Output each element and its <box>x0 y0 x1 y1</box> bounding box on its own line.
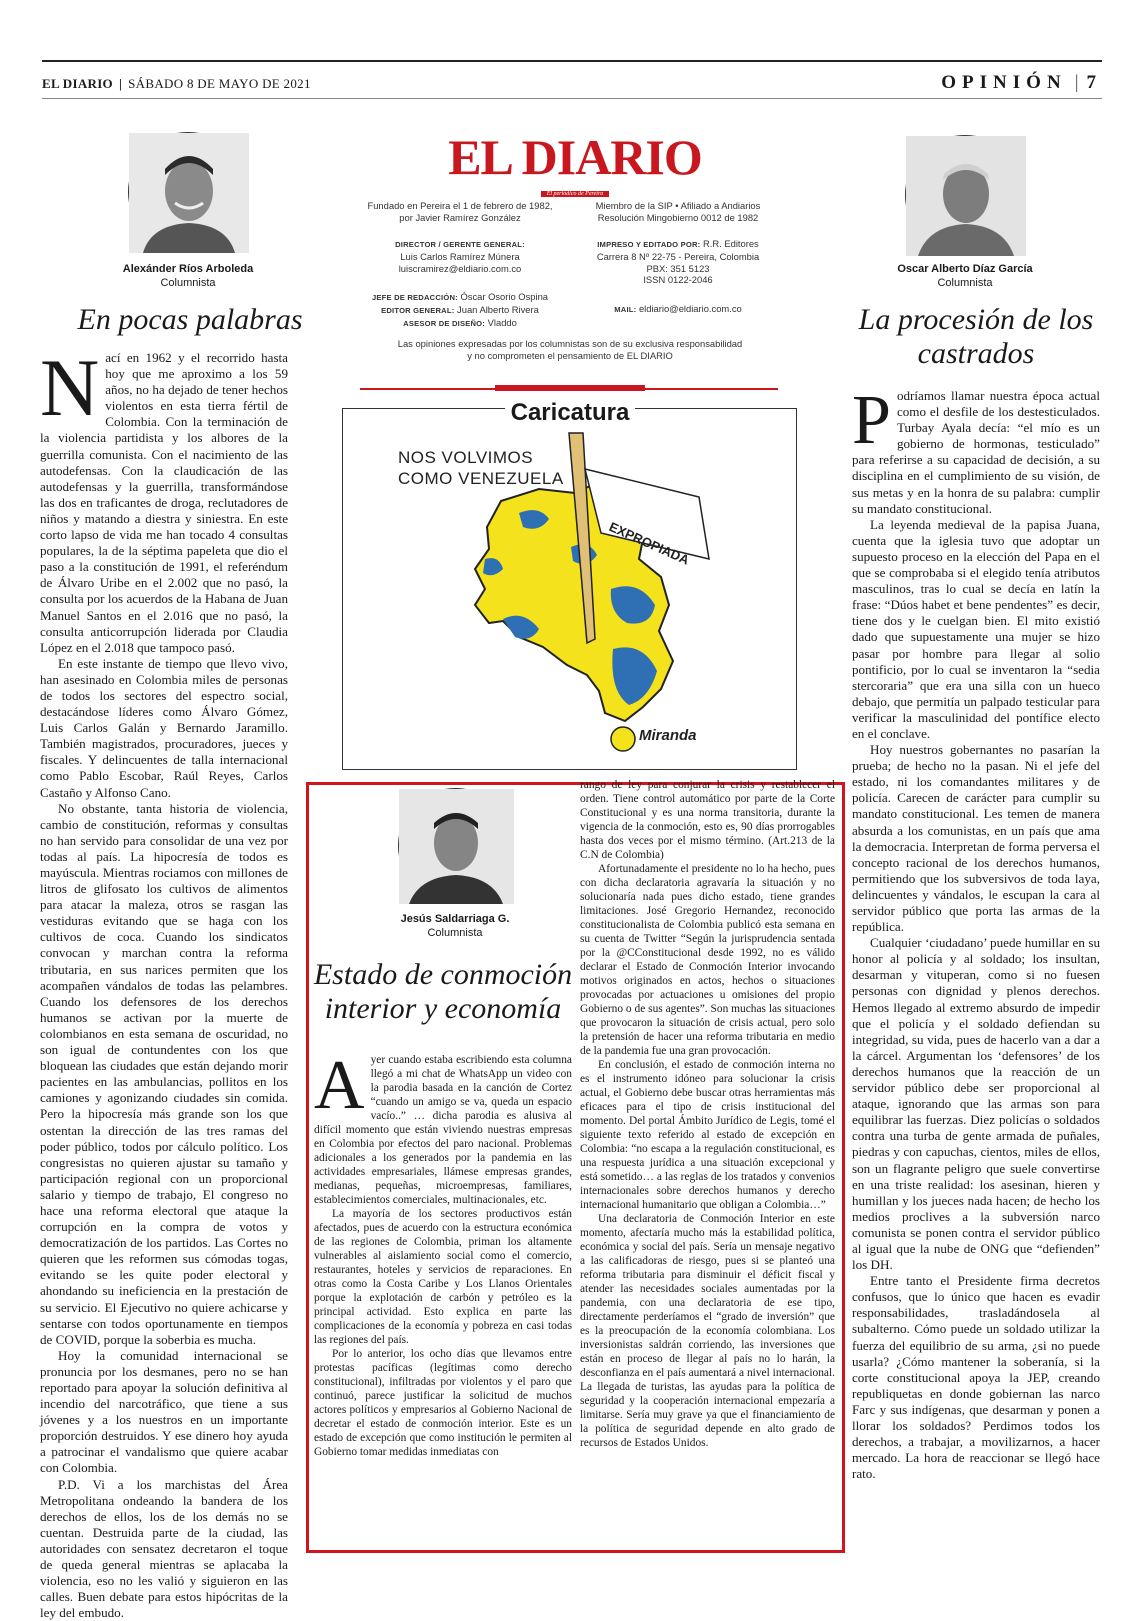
director-name: Luis Carlos Ramírez Múnera <box>400 250 520 262</box>
dropcap-right: P <box>852 382 891 459</box>
caption-line-2: COMO VENEZUELA <box>398 469 564 488</box>
lead-text-right: odríamos llamar nuestra época actual como el desfile de los destesticulados. Turbay Ayala decía: “el mío es un gobierno de hormonas, testiculado” para referirse a su capacidad de decisión, a su disciplina en el cumplimiento de su visión, de sus metas y en la honra de su palabra: cumplir su mandato constitucional. <box>852 388 1100 516</box>
logo-tagline: El periódico de Pereira <box>541 191 610 197</box>
page-number: 7 <box>1086 72 1102 93</box>
printer-name: R.R. Editores <box>703 238 759 249</box>
masthead-mail <box>572 303 784 316</box>
author-photo-left <box>128 132 248 252</box>
portrait-center-image <box>399 789 514 904</box>
masthead-divider-tab <box>495 385 645 391</box>
masthead-staff <box>355 291 565 329</box>
header-separator: | <box>118 76 123 91</box>
byline-center <box>345 912 565 940</box>
paragraph: La leyenda medieval de la papisa Juana, cuenta que la iglesia tuvo que adoptar un supuesto proceso en la elección del Papa en el que se comprobaba si el elegido tenía atributos masculinos, tras lo cual se decía en latín la frase: “Dúos habet et bene pendentes” es decir, tiene dos y le cuelgan bien. El mito existió dado que supuestamente una mujer se hizo pasar por hombre para llegar al solio pontificio, por lo cual se inventaron la “sedia stercoraria” que era una silla con un hueco debajo, que permitía un palpado testicular para verificar la masculinidad del pontífice electo en el conclave. <box>852 516 1100 741</box>
headline-right-line: La procesión de los <box>858 303 1094 336</box>
masthead-founded <box>355 200 565 224</box>
paragraph <box>314 1047 572 1207</box>
flag-text: EXPROPIADA <box>606 519 692 568</box>
lead-text-left: ací en 1962 y el recorrido hasta hoy que me aproximo a los 59 años, no ha dejado de tener hechos violentos en esta tierra fértil de Colombia. Con la terminación de la violencia partidista y los albores de la guerrilla comunista. Con el nacimiento de las autodefensas. Con la claudicación de las autodefensas y la guerrilla, transformándose las dos en traficantes de droga, reclutadores de niños y matando a diestra y siniestra. En este corto lapso de vida me han tocado 4 consultas populares, la de la séptima papeleta que dio el paso a la constitución de 1991, el referéndum de Álvaro Uribe en el 2.002 que no pasó, la consulta por los acuerdos de la Habana de Juan Manuel Santos en el 2.016 que no pasó, la consulta anticorrupción liderada por Claudia López en el 2.018 que tampoco pasó. <box>40 350 288 655</box>
header-section <box>941 72 1102 94</box>
paragraph: Una declaratoria de Conmoción Interior en este momento, afectaría mucho más la estabilidad política, económica y social del país. Sería un mensaje negativo a las calificadoras de riesgo, pues si se planteó una reforma tributaria para disminuir el déficit fiscal y atender las necesidades sociales aumentadas por la pandemia, con una declaratoria de ese tipo, directamente perderíamos el “grado de inversión” que es la preocupación de la economía colombiana. Los inversionistas saldrán corriendo, las inversiones que están en proceso de llegar al país no lo harán, la desconfianza en el país aumentará a nivel internacional. La llegada de turistas, las ayudas para la política de seguridad y la cooperación internacional empezaría a limitarse. Sería muy grave ya que el financiamiento de la política de seguridad depende en alto grado de recursos de Estados Unidos. <box>580 1213 835 1449</box>
top-rule <box>42 60 1102 62</box>
signature-badge <box>611 727 635 751</box>
portrait-left-image <box>129 133 249 253</box>
article-center-col2 <box>580 778 835 1450</box>
masthead-sip <box>572 200 784 224</box>
headline-center <box>312 958 574 1026</box>
article-center-col1 <box>314 1047 572 1459</box>
editor-name: Juan Alberto Rivera <box>457 303 539 315</box>
founded-line: Fundado en Pereira el 1 de febrero de 1982, <box>367 200 553 211</box>
paragraph <box>40 342 288 656</box>
author-name-left: Alexánder Ríos Arboleda <box>122 263 254 275</box>
design-name: Vladdo <box>487 316 517 328</box>
jefe-label: JEFE DE REDACCIÓN: <box>371 293 458 302</box>
printer-label: IMPRESO Y EDITADO POR: <box>597 240 701 249</box>
portrait-right-image <box>906 136 1026 256</box>
paragraph: Entre tanto el Presidente firma decretos confusos, que lo único que hacen es evadir responsabilidades, trasladándosela al subalterno. Cómo puede un soldado utilizar la fuerza del equilibrio de su arma, ¿si no puede usarla? ¿Cómo mantener la soberanía, si la corte constitucional apoya la JEP, creando republiquetas en donde gobiernan las narco Farc y sus indígenas, que desarman y ponen a llorar los soldados? Perdimos todos los derechos, a trabajar, a movilizarnos, a hacer mercado. La hora de reaccionar se llegó hace rato. <box>852 1273 1100 1482</box>
paragraph: Hoy la comunidad internacional se pronuncia por los desmanes, pero no se han reportado para apoyar la solución definitiva al incendio del narcotráfico, que tiene a sus jóvenes y a los nuestros en un importante proporción destruidos. Y ese dinero hoy ayuda a patrocinar el vandalismo que quiere acabar con Colombia. <box>40 1347 288 1476</box>
design-label: ASESOR DE DISEÑO: <box>403 318 486 328</box>
author-name-right: Oscar Alberto Díaz García <box>897 263 1033 275</box>
dropcap-center: A <box>314 1047 365 1124</box>
founded-line: por Javier Ramírez González <box>399 211 521 223</box>
dropcap-left: N <box>40 342 100 433</box>
header-date: SÁBADO 8 DE MAYO DE 2021 <box>128 76 311 91</box>
disclaimer-line: Las opiniones expresadas por los columnistas son de su exclusiva responsabilidad <box>397 338 743 349</box>
cartoon-title: Caricatura <box>505 399 635 427</box>
director-label: DIRECTOR / GERENTE GENERAL: <box>395 240 525 249</box>
byline-left <box>80 262 296 290</box>
masthead-disclaimer <box>355 338 785 362</box>
caption-line-1: NOS VOLVIMOS <box>398 448 534 467</box>
paragraph: La mayoría de los sectores productivos están afectados, pues de acuerdo con la estructura económica de las regiones de Colombia, priman los altamente vulnerables al aislamiento social como el comercio, restaurantes, hoteles y servicios de reparaciones. En otras como la Costa Caribe y Los Llanos Orientales porque la explotación de carbón y petróleo es la principal actividad. Esto explica en parte las complicaciones de la economía y pobreza en casi todas las regiones del país. <box>314 1208 572 1346</box>
lead-text-center: yer cuando estaba escribiendo esta columna llegó a mi chat de WhatsApp un video con la parodia basada en la canción de Cortez “cuando un amigo se va, queda un espacio vacío..” … dicha parodia es alusiva al difícil momento que están viviendo nuestras empresas en Colombia por efectos del paro nacional. Problemas adicionales a los generados por la pandemia en las actividades empresariales, llámese empresas grandes, medianas, pequeñas, microempresas, familiares, establecimientos comerciales, multinacionales, etc. <box>314 1054 572 1206</box>
cartoon-caption <box>398 447 564 489</box>
printer-address: Carrera 8 Nº 22-75 - Pereira, Colombia <box>596 250 760 262</box>
paragraph: Hoy nuestros gobernantes no pasarían la prueba; de hecho no la pasan. Ni el jefe del estado, ni los comandantes militares y de policía. Carecen de carácter para cumplir su mandato constitucional. Les temen de manera absurda a los comunistas, en un país que ama la democracia. Interpretan de forma perversa el concepto racional de los derechos humanos, permitiendo que los subversivos de toda laya, delincuentes y vándalos, le escupan la cara al servidor público que porta las armas de la república. <box>852 742 1100 935</box>
author-role-center: Columnista <box>427 927 483 939</box>
director-email: luiscramirez@eldiario.com.co <box>398 262 522 274</box>
headline-left <box>40 303 340 337</box>
editor-label: EDITOR GENERAL: <box>381 305 455 315</box>
headline-left-text: En pocas palabras <box>77 303 303 336</box>
article-left-body <box>40 342 288 1621</box>
article-right-body <box>852 382 1100 1482</box>
author-photo-center <box>398 788 513 903</box>
headline-center-line: interior y economía <box>324 992 562 1025</box>
masthead-printer <box>572 238 784 286</box>
author-name-center: Jesús Saldarriaga G. <box>400 913 510 925</box>
section-name: OPINIÓN <box>941 72 1067 93</box>
headline-center-line: Estado de conmoción <box>313 958 573 991</box>
header-paper-name: EL DIARIO <box>42 76 113 91</box>
printer-pbx: PBX: 351 5123 <box>646 262 710 274</box>
paragraph: En este instante de tiempo que llevo vivo, han asesinado en Colombia miles de personas de todos los sectores del espectro social, destacándose líderes como Álvaro Gómez, Luis Carlos Galán y Bernardo Jaramillo. También magistrados, procuradores, jueces y fiscales. Y delincuentes de talla internacional como Pablo Escobar, Raúl Reyes, Carlos Castaño y Alfonso Cano. <box>40 655 288 800</box>
cartoon-signature: Miranda <box>639 727 697 744</box>
sip-line: Miembro de la SIP • Afiliado a Andiarios <box>595 200 761 211</box>
paragraph: Por lo anterior, los ocho días que llevamos entre protestas pacíficas (legítimas como derecho constitucional), infiltradas por violentos y el paro que continuó, parece justificar la solicitud de muchos actores políticos y empresarios al Gobierno Nacional de decretar el estado de conmoción interior. Este es un estado de excepción que como institución le permiten al Gobierno tomar medidas inmediatas con <box>314 1348 572 1458</box>
mail-address[interactable]: eldiario@eldiario.com.co <box>638 303 742 314</box>
sip-line: Resolución Mingobierno 0012 de 1982 <box>597 211 759 223</box>
section-separator: | <box>1074 72 1079 93</box>
masthead-logo <box>440 129 710 197</box>
header-paper-date <box>42 76 311 92</box>
paragraph: P.D. Vi a los marchistas del Área Metropolitana ondeando la bandera de los derechos de ellos, los de los demás no se cuentan. Destruida parte de la ciudad, las autoridades con sensatez decretaron el toque de queda general mientras se aplacaba la violencia, eso no les valió y siguieron en las calles. Buen debate para estos hipócritas de la ley del embudo. <box>40 1476 288 1621</box>
logo-text: EL DIARIO <box>448 129 702 185</box>
paragraph: No obstante, tanta historia de violencia, cambio de constitución, reformas y consultas no han servido para consolidar de una vez por todas al país. La hipocresía de todos es mayúscula. Mientras rociamos con millones de litros de glifosato los cultivos de alimentos para atacar la maleza, otros se rasgan las vestiduras evitando que se haga con los cultivos de coca. Cuando los sindicatos convocan y marchan contra la reforma tributaria, en sus narices permiten que los acompañen vándalos de todas las pelambres. Cuando los defensores de los derechos humanos se activan por la muerte de colombianos en esta semana de oscuridad, no son igual de contundentes con los que bloquean las ciudades que están dejando morir pacientes en las ambulancias, pollitos en los camiones y agonizando ciudades sin comida. Pero la hipocresía más grande son los que ostentan la dirección de las tres ramas del poder público, todos por cálculo político. Los congresistas no quieren ajustar su tamaño y participación regional con un proporcional salario y tiempo de trabajo, El congreso no hace una reforma electoral que ataque la corrupción en la compra de votos y democratización de los partidos. Las Cortes no quieren que les reformen sus cómodas togas, evitando se les quite poder electoral y ahondando su ineficiencia en la prestación de su servicio. El Ejecutivo no quiere achicarse y sentarse con todos oportunamente en tiempos de COVID, porque la soberbia es mucha. <box>40 800 288 1347</box>
jefe-name: Óscar Osorio Ospina <box>460 291 548 302</box>
headline-right-line: castrados <box>917 337 1035 370</box>
byline-right <box>854 262 1076 290</box>
printer-issn: ISSN 0122-2046 <box>643 274 713 286</box>
disclaimer-line: y no comprometen el pensamiento de EL DIARIO <box>467 349 673 361</box>
paragraph: Cualquier ‘ciudadano’ puede humillar en su honor al policía y al soldado; los insultan, desarman y vituperan, como si no fuesen personas con dignidad y plenos derechos. Hemos llegado al extremo absurdo de impedir que el policía y el soldado defiendan su integridad, su vida, pues de hacerlo van a dar a la cárcel. Argumentan los ‘defensores’ de los derechos humanos que la reacción de un servidor público debe ser proporcional al ataque, ignorando que las armas son para equilibrar las fuerzas. Diez policías o soldados contra una turba de gente armada de puñales, piedras y con capuchas, cientos, miles de ellos, son un flagrante peligro que suele convertirse en una triste realidad: los asesinan, hieren y humillan y los jueces nada hacen; de hecho los medios proclives a la subversión narco comunista se ponen contra el servidor público al igual que la nube de ONG que “defienden” los DH. <box>852 935 1100 1273</box>
masthead-director <box>355 238 565 274</box>
headline-right <box>848 303 1104 371</box>
header-bottom-rule <box>42 98 1102 99</box>
mail-label: MAIL: <box>614 305 637 314</box>
paragraph: En conclusión, el estado de conmoción interna no es el instrumento idóneo para solucionar la crisis actual, el Gobierno debe buscar otras herramientas más eficaces para el tipo de crisis institucional del momento. Del portal Ámbito Jurídico de Legis, tomé el siguiente texto referido al estado de excepción en Colombia: “no escapa a la regulación constitucional, es una respuesta jurídica a una situación excepcional y está sometido… a las reglas de los tratados y convenios internacionales sobre derechos humanos y derecho internacional humanitario que obligan a Colombia…” <box>580 1059 835 1211</box>
paragraph: Afortunadamente el presidente no lo ha hecho, pues con dicha declaratoria agravaría la situación y no solucionaría nada pues dicho estado, tiene grandes limitaciones. José Gregorio Hernandez, reconocido constitucionalista de Colombia publicó esta semana en su cuenta de Twitter “Según la jurisprudencia sentada por la @CConstitucional desde 1992, no es válido declarar el Estado de Conmoción Interior invocando motivos originados en actos, hechos o situaciones provocadas por actuaciones u omisiones del propio Gobierno o de sus agentes”. Son muchas las situaciones que provocaron la situación de crisis actual, pero solo la pretensión de hacer una reforma tributaria en medio de la pandemia fue una gran provocación. <box>580 863 835 1057</box>
paragraph: rango de ley para conjurar la crisis y restablecer el orden. Tiene control automático por parte de la Corte Constitucional y es una norma transitoria, durante la vigencia de la conmoción, esto es, 90 días prorrogables hasta dos veces por el mismo término. (Art.213 de la C.N de Colombia) <box>580 779 835 861</box>
author-role-left: Columnista <box>160 277 216 289</box>
author-role-right: Columnista <box>937 277 993 289</box>
page-header <box>42 72 1102 96</box>
author-photo-right <box>905 135 1025 255</box>
paragraph <box>852 382 1100 517</box>
